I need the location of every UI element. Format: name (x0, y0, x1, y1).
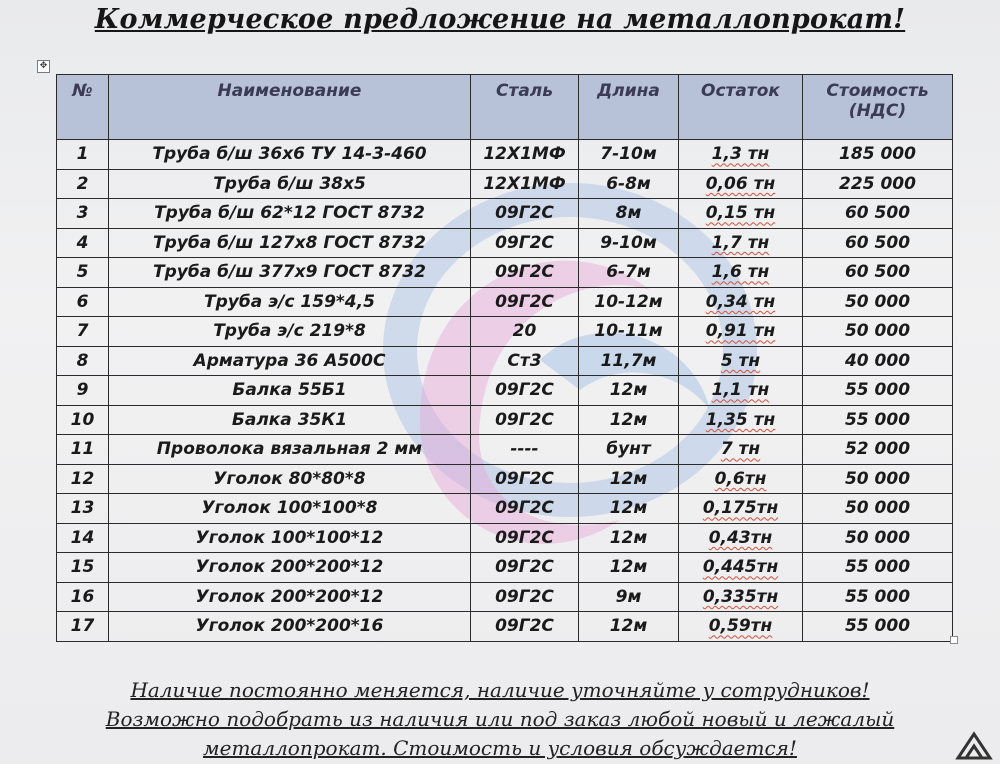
cell-no: 2 (57, 169, 109, 199)
cell-price: 185 000 (803, 140, 953, 170)
cell-steel: 12Х1МФ (471, 169, 579, 199)
cell-remainder (679, 494, 803, 524)
cell-length: 10-11м (579, 317, 679, 347)
cell-price: 50 000 (803, 317, 953, 347)
cell-steel: 09Г2С (471, 523, 579, 553)
cell-name: Труба б/ш 127х8 ГОСТ 8732 (109, 228, 471, 258)
remainder-value: 1,7 тн (711, 232, 770, 253)
cell-length: 12м (579, 376, 679, 406)
cell-price: 225 000 (803, 169, 953, 199)
remainder-value: 0,15 тн (705, 203, 776, 224)
cell-price: 55 000 (803, 405, 953, 435)
remainder-value: 0,34 тн (705, 291, 776, 312)
header-price-line1: Стоимость (826, 81, 929, 101)
header-no: № (57, 75, 109, 140)
cell-name: Балка 35К1 (109, 405, 471, 435)
remainder-value: 0,6тн (714, 468, 767, 489)
cell-no: 11 (57, 435, 109, 465)
remainder-value: 0,91 тн (705, 321, 776, 342)
notice-line-2: Возможно подобрать из наличия или под заказ любой новый и лежалый (105, 707, 895, 731)
cell-steel: 09Г2С (471, 287, 579, 317)
cell-length: бунт (579, 435, 679, 465)
cell-length: 7-10м (579, 140, 679, 170)
cell-length: 10-12м (579, 287, 679, 317)
cell-no: 14 (57, 523, 109, 553)
cell-remainder (679, 287, 803, 317)
header-remainder: Остаток (679, 75, 803, 140)
table-row (57, 228, 953, 258)
cell-steel: 09Г2С (471, 612, 579, 642)
cell-remainder (679, 199, 803, 229)
cell-price: 40 000 (803, 346, 953, 376)
cell-remainder (679, 435, 803, 465)
cell-remainder (679, 582, 803, 612)
cell-remainder (679, 376, 803, 406)
cell-no: 17 (57, 612, 109, 642)
remainder-value: 1,1 тн (711, 380, 770, 401)
remainder-value: 0,175тн (702, 498, 779, 519)
cell-steel: 20 (471, 317, 579, 347)
cell-steel: 09Г2С (471, 199, 579, 229)
table-row (57, 140, 953, 170)
cell-price: 55 000 (803, 553, 953, 583)
price-table (56, 74, 953, 642)
cell-length: 12м (579, 494, 679, 524)
table-row (57, 464, 953, 494)
cell-no: 1 (57, 140, 109, 170)
cell-price: 60 500 (803, 199, 953, 229)
cell-name: Арматура 36 А500С (109, 346, 471, 376)
cell-remainder (679, 169, 803, 199)
cell-steel: 09Г2С (471, 405, 579, 435)
table-row (57, 376, 953, 406)
cell-no: 5 (57, 258, 109, 288)
cell-steel: ---- (471, 435, 579, 465)
remainder-value: 0,335тн (702, 586, 779, 607)
cell-remainder (679, 258, 803, 288)
notice-line-3: металлопрокат. Стоимость и условия обсуждается! (203, 736, 797, 760)
cell-steel: 09Г2С (471, 553, 579, 583)
cell-no: 16 (57, 582, 109, 612)
cell-remainder (679, 140, 803, 170)
cell-length: 8м (579, 199, 679, 229)
remainder-value: 0,43тн (708, 527, 773, 548)
header-price-line2: (НДС) (848, 101, 907, 121)
cell-steel: 09Г2С (471, 258, 579, 288)
cell-name: Труба б/ш 377х9 ГОСТ 8732 (109, 258, 471, 288)
table-row (57, 435, 953, 465)
cell-steel: Ст3 (471, 346, 579, 376)
cell-price: 55 000 (803, 376, 953, 406)
cell-name: Труба б/ш 62*12 ГОСТ 8732 (109, 199, 471, 229)
remainder-value: 0,06 тн (705, 173, 776, 194)
cell-length: 11,7м (579, 346, 679, 376)
cell-name: Балка 55Б1 (109, 376, 471, 406)
header-length: Длина (579, 75, 679, 140)
cell-price: 50 000 (803, 523, 953, 553)
header-name: Наименование (109, 75, 471, 140)
cell-name: Уголок 100*100*12 (109, 523, 471, 553)
cell-steel: 12Х1МФ (471, 140, 579, 170)
cell-price: 50 000 (803, 494, 953, 524)
cell-remainder (679, 464, 803, 494)
remainder-value: 1,3 тн (711, 144, 770, 165)
cell-price: 50 000 (803, 464, 953, 494)
table-row (57, 494, 953, 524)
cell-no: 7 (57, 317, 109, 347)
remainder-value: 5 тн (720, 350, 761, 371)
cell-no: 13 (57, 494, 109, 524)
cell-no: 3 (57, 199, 109, 229)
cell-remainder (679, 228, 803, 258)
remainder-value: 1,35 тн (705, 409, 776, 430)
table-row (57, 553, 953, 583)
cell-price: 55 000 (803, 582, 953, 612)
cell-no: 15 (57, 553, 109, 583)
cell-price: 50 000 (803, 287, 953, 317)
cell-steel: 09Г2С (471, 228, 579, 258)
table-resize-handle[interactable] (950, 636, 958, 644)
table-row (57, 405, 953, 435)
cell-length: 6-8м (579, 169, 679, 199)
remainder-value: 7 тн (720, 439, 761, 460)
table-row (57, 169, 953, 199)
table-row (57, 287, 953, 317)
cell-steel: 09Г2С (471, 582, 579, 612)
remainder-value: 0,445тн (702, 557, 779, 578)
header-steel: Сталь (471, 75, 579, 140)
cell-price: 52 000 (803, 435, 953, 465)
cell-remainder (679, 405, 803, 435)
cell-length: 6-7м (579, 258, 679, 288)
cell-name: Труба э/с 219*8 (109, 317, 471, 347)
cell-name: Труба б/ш 38х5 (109, 169, 471, 199)
cell-name: Труба э/с 159*4,5 (109, 287, 471, 317)
cell-name: Уголок 200*200*12 (109, 582, 471, 612)
table-move-handle-icon[interactable]: ✥ (37, 60, 50, 73)
cell-remainder (679, 523, 803, 553)
table-row (57, 582, 953, 612)
cell-no: 4 (57, 228, 109, 258)
cell-remainder (679, 553, 803, 583)
cell-name: Уголок 100*100*8 (109, 494, 471, 524)
cell-remainder (679, 612, 803, 642)
cell-length: 12м (579, 612, 679, 642)
cell-steel: 09Г2С (471, 376, 579, 406)
table-row (57, 258, 953, 288)
cell-length: 12м (579, 553, 679, 583)
cell-remainder (679, 346, 803, 376)
cell-no: 12 (57, 464, 109, 494)
table-row (57, 612, 953, 642)
cell-no: 8 (57, 346, 109, 376)
cell-steel: 09Г2С (471, 494, 579, 524)
company-logo-icon (954, 730, 994, 760)
notice-line-1: Наличие постоянно меняется, наличие уточняйте у сотрудников! (130, 678, 870, 702)
cell-name: Проволока вязальная 2 мм (109, 435, 471, 465)
cell-name: Уголок 200*200*16 (109, 612, 471, 642)
cell-length: 12м (579, 523, 679, 553)
cell-name: Труба б/ш 36х6 ТУ 14-3-460 (109, 140, 471, 170)
table-row (57, 346, 953, 376)
cell-name: Уголок 200*200*12 (109, 553, 471, 583)
remainder-value: 0,59тн (708, 616, 773, 637)
cell-length: 12м (579, 464, 679, 494)
header-price (803, 75, 953, 140)
table-row (57, 317, 953, 347)
cell-length: 9м (579, 582, 679, 612)
cell-length: 9-10м (579, 228, 679, 258)
table-header-row (57, 75, 953, 140)
notice-text (0, 676, 1000, 763)
cell-no: 6 (57, 287, 109, 317)
table-row (57, 523, 953, 553)
cell-price: 60 500 (803, 258, 953, 288)
cell-steel: 09Г2С (471, 464, 579, 494)
cell-length: 12м (579, 405, 679, 435)
cell-no: 10 (57, 405, 109, 435)
cell-price: 55 000 (803, 612, 953, 642)
cell-name: Уголок 80*80*8 (109, 464, 471, 494)
cell-remainder (679, 317, 803, 347)
cell-price: 60 500 (803, 228, 953, 258)
remainder-value: 1,6 тн (711, 262, 770, 283)
page-title: Коммерческое предложение на металлопрокат! (94, 4, 906, 35)
cell-no: 9 (57, 376, 109, 406)
table-row (57, 199, 953, 229)
